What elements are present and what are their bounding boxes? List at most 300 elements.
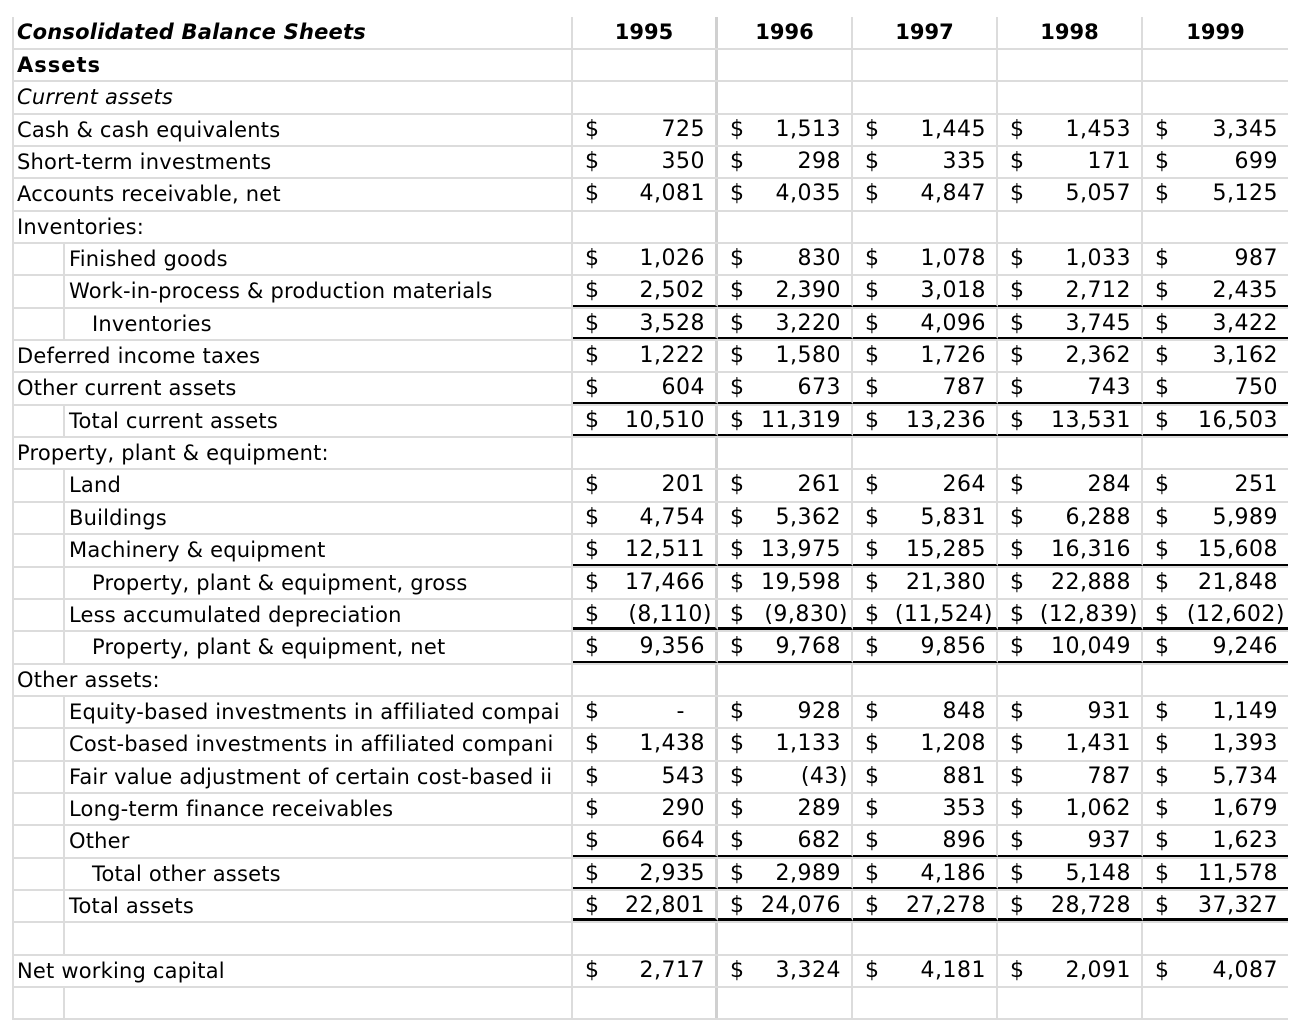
value-cell-1995[interactable]: [573, 632, 718, 662]
currency-symbol: $: [585, 698, 599, 724]
row-label-cell[interactable]: [12, 762, 573, 792]
value-cell-1999[interactable]: [1143, 406, 1288, 436]
row-label-cell[interactable]: [12, 729, 573, 759]
currency-symbol: $: [585, 472, 599, 498]
value-cell-1999[interactable]: [1143, 729, 1288, 759]
value-cell-1996[interactable]: [718, 115, 853, 145]
currency-symbol: $: [865, 343, 879, 369]
currency-symbol: $: [865, 601, 879, 627]
value-cell-1998[interactable]: [998, 212, 1143, 242]
value-cell-1999[interactable]: [1143, 988, 1288, 1018]
row-label-cell[interactable]: [12, 50, 573, 80]
value-cell-1998[interactable]: [998, 729, 1143, 759]
row-label-cell[interactable]: [12, 697, 573, 727]
value-cell-1996[interactable]: [718, 244, 853, 274]
cell-value: 4,186: [920, 860, 986, 886]
row-label-cell[interactable]: [12, 600, 573, 630]
value-cell-1998[interactable]: [998, 50, 1143, 80]
cell-value: 5,057: [1065, 181, 1131, 207]
value-cell-1998[interactable]: [998, 859, 1143, 889]
value-cell-1998[interactable]: [998, 956, 1143, 986]
value-cell-1996[interactable]: [718, 503, 853, 533]
row-label-cell[interactable]: [12, 891, 573, 921]
value-cell-1999[interactable]: [1143, 147, 1288, 177]
value-cell-1997[interactable]: [853, 147, 998, 177]
value-cell-1999[interactable]: [1143, 923, 1288, 953]
currency-symbol: $: [730, 407, 744, 433]
row-label-cell[interactable]: [12, 373, 573, 403]
cell-value: 10,049: [1051, 634, 1131, 660]
table-row: [12, 212, 1288, 244]
value-cell-1996[interactable]: [718, 859, 853, 889]
value-cell-1995[interactable]: [573, 568, 718, 598]
value-cell-1997[interactable]: [853, 665, 998, 695]
currency-symbol: $: [1010, 795, 1024, 821]
cell-value: 2,502: [639, 278, 705, 304]
value-cell-1995[interactable]: [573, 503, 718, 533]
currency-symbol: $: [730, 957, 744, 983]
cell-value: 848: [942, 698, 986, 724]
cell-value: 1,078: [920, 246, 986, 272]
value-cell-1997[interactable]: [853, 923, 998, 953]
value-cell-1995[interactable]: [573, 535, 718, 565]
value-cell-1999[interactable]: [1143, 826, 1288, 856]
value-cell-1997[interactable]: [853, 632, 998, 662]
value-cell-1995[interactable]: [573, 956, 718, 986]
cell-value: 2,390: [775, 278, 841, 304]
value-cell-1998[interactable]: [998, 535, 1143, 565]
row-label-cell[interactable]: [12, 309, 573, 339]
value-cell-1997[interactable]: [853, 568, 998, 598]
currency-symbol: $: [585, 116, 599, 142]
value-cell-1996[interactable]: [718, 406, 853, 436]
value-cell-1995[interactable]: [573, 212, 718, 242]
value-cell-1998[interactable]: [998, 762, 1143, 792]
value-cell-1995[interactable]: [573, 794, 718, 824]
value-cell-1999[interactable]: [1143, 276, 1288, 306]
value-cell-1998[interactable]: [998, 309, 1143, 339]
currency-symbol: $: [585, 149, 599, 175]
cell-value: 1,133: [775, 731, 841, 757]
row-label-cell[interactable]: [12, 794, 573, 824]
value-cell-1999[interactable]: [1143, 82, 1288, 112]
value-cell-1996[interactable]: [718, 535, 853, 565]
currency-symbol: $: [1155, 504, 1169, 530]
row-label-cell[interactable]: [12, 244, 573, 274]
value-cell-1999[interactable]: [1143, 600, 1288, 630]
value-cell-1999[interactable]: [1143, 568, 1288, 598]
currency-symbol: $: [1155, 343, 1169, 369]
value-cell-1997[interactable]: [853, 729, 998, 759]
value-cell-1996[interactable]: [718, 762, 853, 792]
value-cell-1995[interactable]: [573, 697, 718, 727]
value-cell-1998[interactable]: [998, 147, 1143, 177]
cell-value: 1,062: [1065, 795, 1131, 821]
cell-value: 350: [661, 149, 705, 175]
cell-value: 1,149: [1212, 698, 1278, 724]
table-row: [12, 956, 1288, 988]
value-cell-1998[interactable]: [998, 568, 1143, 598]
table-row: [12, 503, 1288, 535]
value-cell-1998[interactable]: [998, 276, 1143, 306]
value-cell-1999[interactable]: [1143, 535, 1288, 565]
row-label-cell[interactable]: [12, 988, 573, 1018]
cell-value: 21,380: [906, 569, 986, 595]
value-cell-1995[interactable]: [573, 923, 718, 953]
value-cell-1995[interactable]: [573, 147, 718, 177]
value-cell-1995[interactable]: [573, 244, 718, 274]
value-cell-1997[interactable]: [853, 794, 998, 824]
cell-value: 5,125: [1212, 181, 1278, 207]
value-cell-1997[interactable]: [853, 276, 998, 306]
indent-column-divider: [63, 406, 65, 436]
sheet-title: Consolidated Balance Sheets: [17, 20, 366, 44]
currency-symbol: $: [1010, 246, 1024, 272]
indent-column-divider: [63, 923, 65, 953]
value-cell-1999[interactable]: [1143, 859, 1288, 889]
row-label: Cash & cash equivalents: [17, 117, 281, 142]
balance-sheet-grid: [12, 17, 1288, 1020]
value-cell-1997[interactable]: [853, 341, 998, 371]
value-cell-1999[interactable]: [1143, 632, 1288, 662]
value-cell-1998[interactable]: [998, 665, 1143, 695]
value-cell-1996[interactable]: [718, 891, 853, 921]
value-cell-1996[interactable]: [718, 147, 853, 177]
value-cell-1996[interactable]: [718, 632, 853, 662]
value-cell-1995[interactable]: [573, 470, 718, 500]
currency-symbol: $: [585, 278, 599, 304]
currency-symbol: $: [730, 181, 744, 207]
row-label-cell[interactable]: [12, 147, 573, 177]
value-cell-1998[interactable]: [998, 406, 1143, 436]
value-cell-1996[interactable]: [718, 923, 853, 953]
value-cell-1997[interactable]: [853, 373, 998, 403]
value-cell-1995[interactable]: [573, 729, 718, 759]
row-label-cell[interactable]: [12, 859, 573, 889]
value-cell-1996[interactable]: [718, 309, 853, 339]
value-cell-1996[interactable]: [718, 600, 853, 630]
value-cell-1998[interactable]: [998, 600, 1143, 630]
cell-value: 1,580: [775, 343, 841, 369]
value-cell-1998[interactable]: [998, 826, 1143, 856]
cell-value: 664: [661, 828, 705, 854]
value-cell-1998[interactable]: [998, 891, 1143, 921]
value-cell-1995[interactable]: [573, 309, 718, 339]
value-cell-1998[interactable]: [998, 988, 1143, 1018]
cell-value: 22,888: [1051, 569, 1131, 595]
currency-symbol: $: [1155, 828, 1169, 854]
indent-column-divider: [63, 503, 65, 533]
row-label-cell[interactable]: [12, 632, 573, 662]
row-label: Equity-based investments in affiliated compai: [69, 699, 560, 724]
value-cell-1997[interactable]: [853, 470, 998, 500]
currency-symbol: $: [1155, 957, 1169, 983]
value-cell-1999[interactable]: [1143, 309, 1288, 339]
currency-symbol: $: [865, 892, 879, 918]
year-header-cell[interactable]: [853, 17, 998, 48]
currency-symbol: $: [585, 537, 599, 563]
value-cell-1996[interactable]: [718, 50, 853, 80]
table-row: [12, 859, 1288, 891]
value-cell-1998[interactable]: [998, 697, 1143, 727]
currency-symbol: $: [730, 892, 744, 918]
value-cell-1995[interactable]: [573, 826, 718, 856]
currency-symbol: $: [730, 504, 744, 530]
value-cell-1999[interactable]: [1143, 438, 1288, 468]
value-cell-1997[interactable]: [853, 891, 998, 921]
row-label-cell[interactable]: [12, 503, 573, 533]
value-cell-1998[interactable]: [998, 470, 1143, 500]
cell-value: 16,316: [1051, 537, 1131, 563]
value-cell-1997[interactable]: [853, 244, 998, 274]
row-label: Finished goods: [69, 247, 228, 272]
value-cell-1995[interactable]: [573, 179, 718, 209]
row-label-cell[interactable]: [12, 470, 573, 500]
currency-symbol: $: [1155, 601, 1169, 627]
cell-value: 290: [661, 795, 705, 821]
value-cell-1996[interactable]: [718, 438, 853, 468]
cell-value: 24,076: [761, 892, 841, 918]
value-cell-1995[interactable]: [573, 276, 718, 306]
value-cell-1999[interactable]: [1143, 794, 1288, 824]
cell-value: 896: [942, 828, 986, 854]
value-cell-1997[interactable]: [853, 212, 998, 242]
value-cell-1996[interactable]: [718, 373, 853, 403]
currency-symbol: $: [865, 569, 879, 595]
value-cell-1997[interactable]: [853, 859, 998, 889]
currency-symbol: $: [1155, 407, 1169, 433]
currency-symbol: $: [1010, 149, 1024, 175]
currency-symbol: $: [865, 246, 879, 272]
currency-symbol: $: [730, 698, 744, 724]
table-row: [12, 373, 1288, 405]
value-cell-1999[interactable]: [1143, 665, 1288, 695]
value-cell-1998[interactable]: [998, 82, 1143, 112]
value-cell-1996[interactable]: [718, 729, 853, 759]
cell-value: -: [676, 698, 685, 724]
value-cell-1996[interactable]: [718, 794, 853, 824]
cell-value: 21,848: [1198, 569, 1278, 595]
cell-value: 4,847: [920, 181, 986, 207]
indent-column-divider: [63, 794, 65, 824]
value-cell-1998[interactable]: [998, 503, 1143, 533]
row-label-cell[interactable]: [12, 212, 573, 242]
row-label-cell[interactable]: [12, 82, 573, 112]
value-cell-1997[interactable]: [853, 438, 998, 468]
cell-value: 604: [661, 375, 705, 401]
cell-value: 1,453: [1065, 116, 1131, 142]
value-cell-1996[interactable]: [718, 276, 853, 306]
value-cell-1999[interactable]: [1143, 697, 1288, 727]
currency-symbol: $: [730, 278, 744, 304]
currency-symbol: $: [585, 569, 599, 595]
currency-symbol: $: [730, 472, 744, 498]
currency-symbol: $: [1155, 698, 1169, 724]
value-cell-1996[interactable]: [718, 179, 853, 209]
value-cell-1996[interactable]: [718, 956, 853, 986]
value-cell-1996[interactable]: [718, 988, 853, 1018]
value-cell-1997[interactable]: [853, 697, 998, 727]
value-cell-1998[interactable]: [998, 373, 1143, 403]
value-cell-1995[interactable]: [573, 600, 718, 630]
row-label-cell[interactable]: [12, 179, 573, 209]
cell-value: 3,220: [775, 310, 841, 336]
row-label: Deferred income taxes: [17, 344, 261, 369]
value-cell-1998[interactable]: [998, 923, 1143, 953]
currency-symbol: $: [1010, 537, 1024, 563]
cell-value: 3,018: [920, 278, 986, 304]
value-cell-1995[interactable]: [573, 50, 718, 80]
currency-symbol: $: [1010, 310, 1024, 336]
currency-symbol: $: [865, 763, 879, 789]
value-cell-1997[interactable]: [853, 179, 998, 209]
value-cell-1999[interactable]: [1143, 503, 1288, 533]
value-cell-1999[interactable]: [1143, 179, 1288, 209]
row-label: Other assets:: [17, 667, 160, 692]
cell-value: 4,181: [920, 957, 986, 983]
value-cell-1997[interactable]: [853, 762, 998, 792]
cell-value: 2,717: [639, 957, 705, 983]
value-cell-1996[interactable]: [718, 826, 853, 856]
value-cell-1999[interactable]: [1143, 891, 1288, 921]
cell-value: 928: [797, 698, 841, 724]
year-header-cell[interactable]: [998, 17, 1143, 48]
value-cell-1995[interactable]: [573, 115, 718, 145]
currency-symbol: $: [585, 860, 599, 886]
value-cell-1997[interactable]: [853, 600, 998, 630]
value-cell-1998[interactable]: [998, 244, 1143, 274]
value-cell-1999[interactable]: [1143, 762, 1288, 792]
table-row: [12, 632, 1288, 664]
currency-symbol: $: [1010, 504, 1024, 530]
cell-value: 251: [1234, 472, 1278, 498]
cell-value: (12,839): [1039, 601, 1138, 627]
value-cell-1995[interactable]: [573, 891, 718, 921]
cell-value: 1,026: [639, 246, 705, 272]
year-header-cell[interactable]: [573, 17, 718, 48]
row-label: Net working capital: [17, 958, 225, 983]
value-cell-1995[interactable]: [573, 438, 718, 468]
value-cell-1997[interactable]: [853, 503, 998, 533]
year-header-cell[interactable]: [718, 17, 853, 48]
currency-symbol: $: [1155, 731, 1169, 757]
value-cell-1997[interactable]: [853, 826, 998, 856]
value-cell-1997[interactable]: [853, 115, 998, 145]
sheet-title-cell[interactable]: [12, 17, 573, 48]
row-label-cell[interactable]: [12, 341, 573, 371]
year-header: 1997: [895, 20, 954, 44]
table-row: [12, 568, 1288, 600]
value-cell-1995[interactable]: [573, 341, 718, 371]
cell-value: 13,236: [906, 407, 986, 433]
year-header-cell[interactable]: [1143, 17, 1288, 48]
currency-symbol: $: [865, 310, 879, 336]
row-label-cell[interactable]: [12, 956, 573, 986]
value-cell-1997[interactable]: [853, 406, 998, 436]
row-label-cell[interactable]: [12, 923, 573, 953]
value-cell-1997[interactable]: [853, 50, 998, 80]
row-label: Other: [69, 829, 130, 854]
currency-symbol: $: [1010, 407, 1024, 433]
value-cell-1999[interactable]: [1143, 244, 1288, 274]
currency-symbol: $: [865, 407, 879, 433]
row-label: Total assets: [69, 893, 194, 918]
currency-symbol: $: [1010, 472, 1024, 498]
value-cell-1995[interactable]: [573, 406, 718, 436]
value-cell-1997[interactable]: [853, 535, 998, 565]
value-cell-1998[interactable]: [998, 438, 1143, 468]
table-row: [12, 891, 1288, 923]
value-cell-1995[interactable]: [573, 988, 718, 1018]
row-label-cell[interactable]: [12, 276, 573, 306]
value-cell-1999[interactable]: [1143, 341, 1288, 371]
value-cell-1996[interactable]: [718, 697, 853, 727]
value-cell-1996[interactable]: [718, 665, 853, 695]
currency-symbol: $: [865, 698, 879, 724]
row-label-cell[interactable]: [12, 115, 573, 145]
row-label-cell[interactable]: [12, 438, 573, 468]
cell-value: 1,726: [920, 343, 986, 369]
value-cell-1998[interactable]: [998, 632, 1143, 662]
currency-symbol: $: [730, 601, 744, 627]
row-label-cell[interactable]: [12, 665, 573, 695]
value-cell-1995[interactable]: [573, 373, 718, 403]
row-label: Total other assets: [92, 861, 281, 886]
value-cell-1997[interactable]: [853, 82, 998, 112]
cell-value: 1,445: [920, 116, 986, 142]
value-cell-1996[interactable]: [718, 470, 853, 500]
value-cell-1999[interactable]: [1143, 470, 1288, 500]
currency-symbol: $: [1155, 763, 1169, 789]
value-cell-1999[interactable]: [1143, 373, 1288, 403]
row-label: Accounts receivable, net: [17, 182, 281, 207]
currency-symbol: $: [730, 149, 744, 175]
value-cell-1996[interactable]: [718, 341, 853, 371]
currency-symbol: $: [730, 795, 744, 821]
cell-value: 17,466: [625, 569, 705, 595]
value-cell-1997[interactable]: [853, 309, 998, 339]
value-cell-1997[interactable]: [853, 956, 998, 986]
row-label-cell[interactable]: [12, 535, 573, 565]
value-cell-1999[interactable]: [1143, 50, 1288, 80]
row-label-cell[interactable]: [12, 568, 573, 598]
row-label-cell[interactable]: [12, 826, 573, 856]
value-cell-1998[interactable]: [998, 794, 1143, 824]
value-cell-1995[interactable]: [573, 762, 718, 792]
value-cell-1997[interactable]: [853, 988, 998, 1018]
cell-value: 4,035: [775, 181, 841, 207]
value-cell-1996[interactable]: [718, 568, 853, 598]
value-cell-1999[interactable]: [1143, 212, 1288, 242]
value-cell-1998[interactable]: [998, 179, 1143, 209]
value-cell-1995[interactable]: [573, 859, 718, 889]
value-cell-1996[interactable]: [718, 212, 853, 242]
value-cell-1995[interactable]: [573, 665, 718, 695]
currency-symbol: $: [730, 310, 744, 336]
currency-symbol: $: [585, 181, 599, 207]
row-label-cell[interactable]: [12, 406, 573, 436]
cell-value: 2,091: [1065, 957, 1131, 983]
value-cell-1996[interactable]: [718, 82, 853, 112]
value-cell-1999[interactable]: [1143, 115, 1288, 145]
value-cell-1998[interactable]: [998, 341, 1143, 371]
indent-column-divider: [63, 470, 65, 500]
currency-symbol: $: [585, 375, 599, 401]
value-cell-1998[interactable]: [998, 115, 1143, 145]
value-cell-1995[interactable]: [573, 82, 718, 112]
row-label: Work-in-process & production materials: [69, 279, 493, 304]
value-cell-1999[interactable]: [1143, 956, 1288, 986]
